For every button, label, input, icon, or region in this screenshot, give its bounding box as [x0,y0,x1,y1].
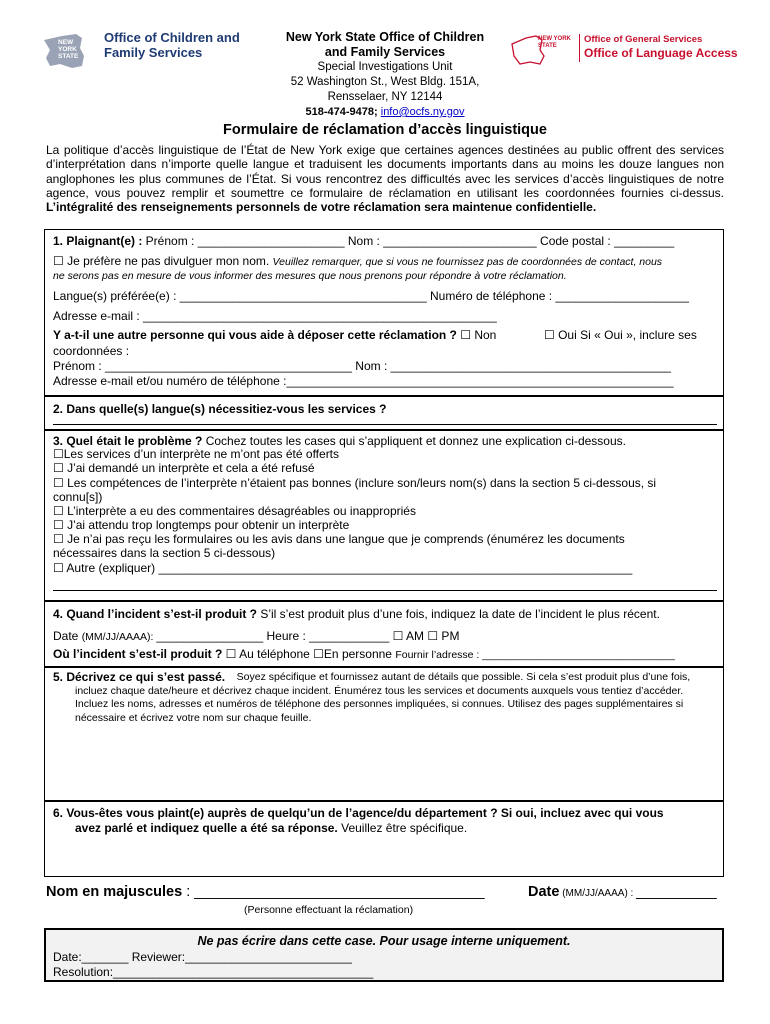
sig-date-label: Date [528,884,560,900]
anonymous-checkbox[interactable]: ☐ Je préfère ne pas divulguer mon nom. [53,254,273,268]
unit-name: Special Investigations Unit [317,61,453,73]
ocfs-logo [42,30,242,72]
anonymous-note-2: ne serons pas en mesure de vous informer des mesures que nous prenons pour répondre à votre réclamation. [53,270,567,282]
s3-option-documents-cont: nécessaires dans la section 5 ci-dessous) [53,546,276,560]
helper-no-checkbox[interactable]: ☐ Non [456,328,497,342]
ogs-logo-line2: Office of Language Access [584,46,738,60]
name-field[interactable]: : ____________________________________ [182,884,485,900]
name-label: Nom en majuscules [46,884,183,900]
s3-option-documents[interactable]: ☐ Je n’ai pas reçu les formulaires ou les avis dans une langue que je comprends (énumérez les documents [53,532,625,546]
helper-contact-field[interactable]: Adresse e-mail et/ou numéro de téléphone :__________________________________________________________ [53,374,674,388]
s1-anonymous-row [53,254,662,268]
sig-date-format: (MM/JJ/AAAA) : [559,888,637,899]
s3-option-wait[interactable]: ☐ J’ai attendu trop longtemps pour obtenir un interprète [53,518,350,532]
helper-name-fields[interactable]: Prénom : _____________________________________ Nom : __________________________________________ [53,359,671,373]
date-time-fields[interactable]: ________________ Heure : ____________ ☐ AM ☐ PM [156,629,460,643]
phone-number: 518-474-9478 [305,106,375,118]
helper-yes-row [544,328,697,342]
form-title: Formulaire de réclamation d’accès linguistique [223,122,547,138]
s4-date-row [53,629,459,643]
ogs-logo-small: NEW YORK STATE [538,36,571,49]
s3-option-skills[interactable]: ☐ Les compétences de l’interprète n’étaient pas bonnes (inclure son/leurs nom(s) dans la section 5 ci-dessous, si [53,476,657,490]
s2-answer-line[interactable] [53,424,717,425]
city-address: Rensselaer, NY 12144 [327,91,443,103]
agency-name-line1: New York State Office of Children [285,30,485,44]
street-address: 52 Washington St., West Bldg. 151A, [290,76,480,88]
where-label: Où l’incident s’est-il produit ? [53,647,223,661]
s5-text: Soyez spécifique et fournissez autant de détails que possible. Si cela s’est produit plus d’une fois, incluez chaque date/heure et décrivez chaque incident. Énumérez tous les services et documents auxquels vous tentiez d’accéder. Incluez les noms, adresses et numéros de téléphone des personnes impliquées, si connues. Utilisez des pages supplémentaires si nécessaire et écrivez votre nom sur chaque feuille. [75,671,691,724]
helper-yes-checkbox[interactable]: ☐ Oui [544,328,577,342]
ogs-logo [510,32,738,66]
sig-date-field[interactable]: __________ [636,884,717,900]
date-label: Date [53,629,82,643]
signature-caption: (Personne effectuant la réclamation) [244,904,414,916]
office-use-title: Ne pas écrire dans cette case. Pour usage interne uniquement. [197,934,571,948]
where-options[interactable]: ☐ Au téléphone ☐En personne [222,647,396,661]
signature-name-row [46,884,485,900]
s3-answer-line[interactable] [53,590,717,591]
date-format: (MM/JJ/AAAA): [81,631,157,643]
intro-confidential: L’intégralité des renseignements personnels de votre réclamation sera maintenue confidentielle. [46,200,597,215]
language-phone-fields[interactable]: Langue(s) préférée(e) : _____________________________________ Numéro de téléphone : ____________________ [53,289,689,303]
s6-label-row2 [75,821,467,835]
nys-logo-word: NEW YORK STATE [58,39,79,60]
s3-option-other[interactable]: ☐ Autre (expliquer) _______________________________________________________________________ [53,561,633,575]
intro-text: La politique d’accès linguistique de l’État de New York exige que certaines agences destinées au public offrent des services d’interprétation dans n’importe quelle langue et traduisent les documents importants dans au moins les douze langues non anglophones les plus communes de l’État. Si vous rencontrez des difficultés avec les services d’accès linguistiques de notre agence, vous pouvez remplir et soumettre ce formulaire de réclamation en utilisant les coordonnées fournies ci-dessus. [46,143,724,200]
s3-option-not-offered[interactable]: ☐Les services d’un interprète ne m’ont pas été offerts [53,447,340,461]
anonymous-note: Veuillez remarquer, que si vous ne fournissez pas de coordonnées de contact, nous [272,256,663,268]
s4-intro: S’il s’est produit plus d’une fois, indiquez la date de l’incident le plus récent. [257,607,660,621]
s5-instructions [75,670,715,725]
agency-name-line2: and Family Services [324,45,446,59]
office-date-reviewer: Date:_______ Reviewer:_________________________ [53,950,352,964]
s3-option-refused[interactable]: ☐ J’ai demandé un interprète et cela a été refusé [53,461,315,475]
helper-coords-label: coordonnées : [53,344,130,358]
s3-option-rude[interactable]: ☐ L’interprète a eu des commentaires désagréables ou inappropriés [53,504,416,518]
contact-line [260,105,510,120]
s1-label: 1. Plaignant(e) : [53,234,143,248]
s3-intro: Cochez toutes les cases qui s’appliquent et donnez une explication ci-dessous. [202,434,626,448]
s3-option-skills-cont: connu[s]) [53,490,103,504]
address-field[interactable]: Fournir l’adresse : _________________________________ [395,649,675,661]
ocfs-logo-text: Office of Children and Family Services [104,30,240,60]
s3-label: 3. Quel était le problème ? [53,434,203,448]
s6-label-2: avez parlé et indiquez quelle a été sa réponse. [75,821,338,835]
s6-tail: Veuillez être spécifique. [337,821,468,835]
s1-name-fields[interactable]: Prénom : ______________________ Nom : _______________________ Code postal : _________ [142,234,675,248]
s4-where-row [53,647,675,661]
intro-paragraph [46,143,724,214]
s6-label: 6. Vous-êtes vous plaint(e) auprès de quelqu’un de l’agence/du département ? Si oui, incluez avec qui vous [53,806,664,820]
helper-yes-note: Si « Oui », inclure ses [576,328,697,342]
s3-header-row [53,434,626,448]
s1-name-row [53,234,674,248]
helper-question: Y a-t-il une autre personne qui vous aide à déposer cette réclamation ? [53,328,457,342]
s4-label: 4. Quand l’incident s’est-il produit ? [53,607,258,621]
ogs-logo-line1: Office of General Services [584,34,703,45]
separator: ; [374,106,378,118]
helper-question-row [53,328,496,342]
email-field[interactable]: Adresse e-mail : _____________________________________________________ [53,309,497,323]
s5-label: 5. Décrivez ce qui s’est passé. [53,670,226,684]
office-resolution: Resolution:_______________________________________ [53,965,374,979]
signature-date-row [528,884,717,900]
s4-header-row [53,607,660,621]
agency-address-block [260,30,510,120]
s2-label: 2. Dans quelle(s) langue(s) nécessitiez-vous les services ? [53,402,387,416]
email-link[interactable]: info@ocfs.ny.gov [380,106,465,118]
